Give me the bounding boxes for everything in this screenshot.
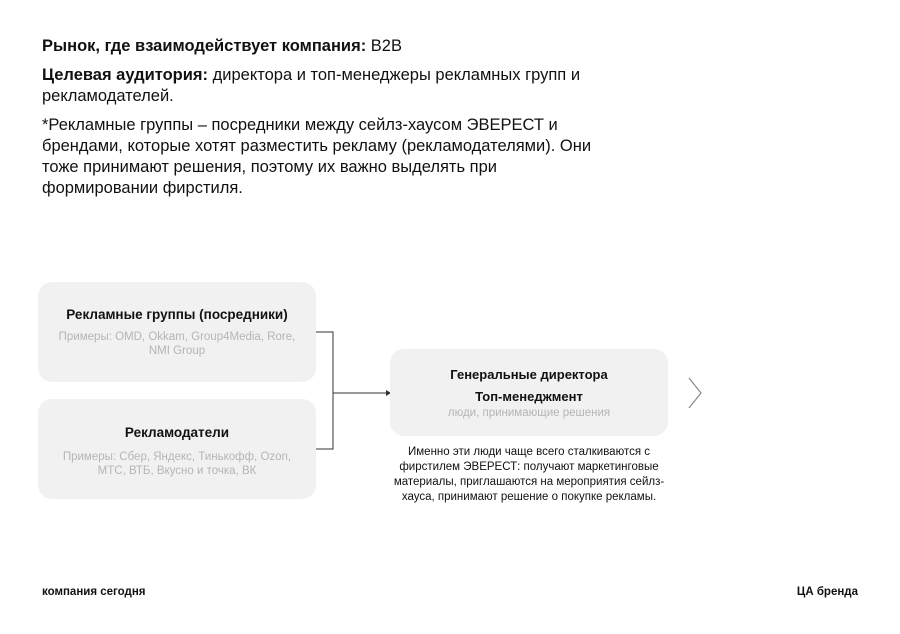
decision-makers-note: Именно эти люди чаще всего сталкиваются с фирстилем ЭВЕРЕСТ: получают маркетинговые материалы, приглашаются на мероприятия сейлз-хауса, принимают решение о покупке рекламы. — [393, 446, 665, 503]
agencies-title: Рекламные группы (посредники) — [66, 307, 288, 322]
bracket-line — [316, 332, 333, 449]
decision-makers-title-1: Генеральные директора — [450, 367, 608, 382]
chevron-right-icon — [689, 378, 701, 408]
market-value: B2B — [370, 37, 402, 55]
advertisers-card — [38, 399, 316, 499]
agencies-examples: Примеры: OMD, Okkam, Group4Media, Rore, NMI Group — [58, 331, 296, 357]
decision-makers-subtitle: люди, принимающие решения — [447, 407, 611, 419]
decision-makers-card — [390, 349, 668, 436]
audience-value: директора и топ-менеджеры рекламных групп и рекламодателей. — [42, 66, 581, 105]
footnote: *Рекламные группы – посредники между сейлз-хаусом ЭВЕРЕСТ и брендами, которые хотят разместить рекламу (рекламодателями). Они тоже принимают решения, поэтому их важно выделять при формировании фирстиля. — [42, 116, 592, 197]
agencies-card — [38, 282, 316, 382]
decision-makers-title-2: Топ-менеджмент — [475, 389, 583, 404]
footer-page-label: ЦА бренда — [796, 586, 858, 598]
audience-label: Целевая аудитория: — [42, 66, 209, 84]
footer-section-label: компания сегодня — [42, 586, 146, 598]
advertisers-title: Рекламодатели — [124, 425, 230, 440]
market-label: Рынок, где взаимодействует компания: — [42, 37, 367, 55]
advertisers-examples: Примеры: Сбер, Яндекс, Тинькофф, Ozon, МТС, ВТБ, Вкусно и точка, ВК — [62, 451, 292, 477]
